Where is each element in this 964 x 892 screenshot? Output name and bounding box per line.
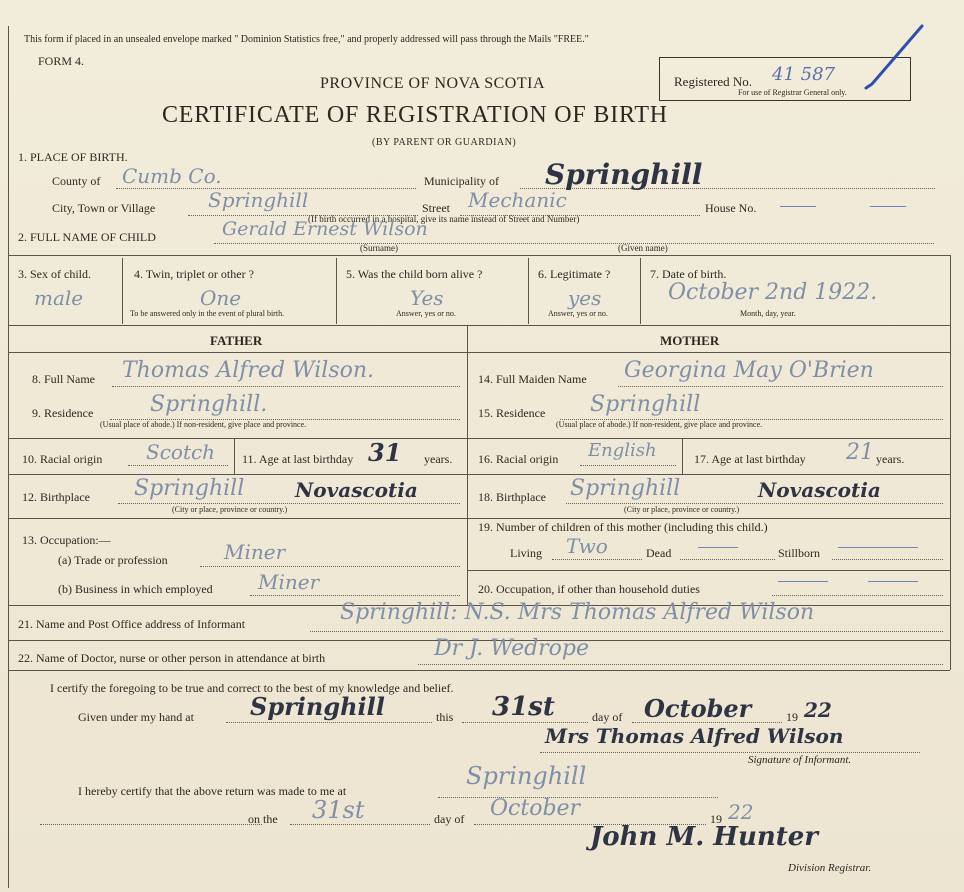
given-year-value: 22 — [804, 698, 832, 722]
twin-value: One — [200, 286, 242, 310]
father-name-label: 8. Full Name — [32, 372, 95, 386]
mother-race-label: 16. Racial origin — [478, 452, 559, 466]
attendant-label: 22. Name of Doctor, nurse or other person in attendance at birth — [18, 651, 326, 665]
house-no-label: House No. — [705, 201, 757, 215]
registrar-year-value: 22 — [728, 800, 754, 824]
registrar-year-prefix: 19 — [710, 812, 722, 826]
sex-value: male — [34, 286, 84, 310]
father-occupation-label: 13. Occupation:— — [22, 533, 111, 547]
twin-note: To be answered only in the event of plural birth. — [130, 309, 285, 318]
municipality-value: Springhill — [545, 158, 703, 191]
registrar-day-of-label: day of — [434, 812, 465, 826]
father-birthplace-note: (City or place, province or country.) — [172, 505, 288, 514]
city-label: City, Town or Village — [52, 201, 156, 215]
given-year-prefix: 19 — [786, 710, 798, 724]
province-heading: PROVINCE OF NOVA SCOTIA — [320, 75, 546, 92]
place-of-birth-label: 1. PLACE OF BIRTH. — [18, 150, 128, 164]
city-value: Springhill — [208, 188, 309, 212]
father-birthplace-label: 12. Birthplace — [22, 490, 90, 504]
mother-name-label: 14. Full Maiden Name — [478, 372, 587, 386]
mother-age-value: 21 — [846, 440, 874, 465]
date-of-birth-label: 7. Date of birth. — [650, 267, 727, 281]
county-value: Cumb Co. — [122, 164, 222, 188]
living-value: Two — [566, 534, 608, 558]
registrar-month-value: October — [490, 796, 581, 821]
legitimate-note: Answer, yes or no. — [548, 309, 608, 318]
registered-note: For use of Registrar General only. — [738, 88, 847, 97]
living-label: Living — [510, 546, 542, 560]
given-place-value: Springhill — [250, 692, 385, 721]
given-month-value: October — [644, 694, 752, 723]
dead-label: Dead — [646, 546, 672, 560]
born-alive-note: Answer, yes or no. — [396, 309, 456, 318]
blue-check-mark — [860, 22, 930, 92]
father-name-value: Thomas Alfred Wilson. — [122, 358, 375, 383]
mother-residence-note: (Usual place of abode.) If non-resident, give place and province. — [556, 420, 763, 429]
left-border — [8, 26, 9, 888]
certificate-title: CERTIFICATE OF REGISTRATION OF BIRTH — [162, 102, 668, 128]
mother-birthplace-note: (City or place, province or country.) — [624, 505, 740, 514]
registered-label: Registered No. — [674, 74, 752, 89]
born-alive-value: Yes — [410, 286, 444, 310]
informant-value: Springhill: N.S. Mrs Thomas Alfred Wilson — [340, 600, 815, 625]
father-trade-label: (a) Trade or profession — [58, 553, 168, 567]
given-day-value: 31st — [492, 692, 555, 722]
certificate-subtitle: (BY PARENT OR GUARDIAN) — [372, 137, 517, 148]
given-label: Given under my hand at — [78, 710, 194, 724]
mother-occupation-label: 20. Occupation, if other than household duties — [478, 582, 700, 596]
stillborn-label: Stillborn — [778, 546, 821, 560]
registrar-statement: I hereby certify that the above return was made to me at — [78, 784, 347, 798]
registrar-day-value: 31st — [312, 796, 365, 824]
father-birthplace-province: Novascotia — [295, 478, 418, 502]
father-header: FATHER — [210, 333, 263, 348]
child-name-label: 2. FULL NAME OF CHILD — [18, 230, 156, 244]
father-business-label: (b) Business in which employed — [58, 582, 213, 596]
registrar-place-value: Springhill — [466, 762, 587, 790]
postal-notice: This form if placed in an unsealed envelope marked " Dominion Statistics free," and properly addressed will pass through the Mails "FREE." — [24, 34, 589, 45]
hospital-note: (If birth occurred in a hospital, give its name instead of Street and Number) — [308, 214, 580, 224]
surname-note: (Surname) — [360, 243, 398, 253]
legitimate-label: 6. Legitimate ? — [538, 267, 611, 281]
informant-signature: Mrs Thomas Alfred Wilson — [545, 724, 844, 748]
given-name-note: (Given name) — [618, 243, 668, 253]
mother-race-value: English — [588, 440, 657, 461]
father-residence-value: Springhill. — [150, 392, 268, 417]
mother-age-years: years. — [876, 452, 905, 466]
twin-label: 4. Twin, triplet or other ? — [134, 267, 254, 281]
sex-label: 3. Sex of child. — [18, 267, 91, 281]
mother-birthplace-label: 18. Birthplace — [478, 490, 546, 504]
father-age-value: 31 — [368, 438, 402, 467]
date-of-birth-value: October 2nd 1922. — [668, 280, 878, 305]
form-number: FORM 4. — [38, 54, 85, 68]
mother-age-label: 17. Age at last birthday — [694, 452, 806, 466]
informant-label: 21. Name and Post Office address of Informant — [18, 617, 246, 631]
this-label: this — [436, 710, 454, 724]
registrar-signature-label: Division Registrar. — [788, 862, 872, 874]
mother-header: MOTHER — [660, 333, 720, 348]
children-count-label: 19. Number of children of this mother (including this child.) — [478, 520, 768, 534]
mother-residence-value: Springhill — [590, 392, 701, 417]
father-age-years: years. — [424, 452, 453, 466]
father-birthplace-value: Springhill — [134, 476, 245, 501]
father-residence-note: (Usual place of abode.) If non-resident, give place and province. — [100, 420, 307, 429]
born-alive-label: 5. Was the child born alive ? — [346, 267, 483, 281]
father-race-label: 10. Racial origin — [22, 452, 103, 466]
mother-birthplace-province: Novascotia — [758, 478, 881, 502]
father-age-label: 11. Age at last birthday — [242, 452, 354, 466]
right-border — [950, 255, 951, 670]
street-value: Mechanic — [468, 188, 567, 212]
registrar-signature: John M. Hunter — [590, 822, 819, 852]
attendant-value: Dr J. Wedrope — [434, 636, 590, 661]
date-of-birth-note: Month, day, year. — [740, 309, 796, 318]
mother-birthplace-value: Springhill — [570, 476, 681, 501]
child-name-value: Gerald Ernest Wilson — [222, 218, 428, 240]
street-label: Street — [422, 201, 450, 215]
mother-residence-label: 15. Residence — [478, 406, 546, 420]
father-residence-label: 9. Residence — [32, 406, 94, 420]
municipality-label: Municipality of — [424, 174, 499, 188]
mother-name-value: Georgina May O'Brien — [624, 358, 874, 383]
father-trade-value: Miner — [224, 540, 286, 564]
certification-statement: I certify the foregoing to be true and correct to the best of my knowledge and belief. — [50, 681, 454, 695]
on-the-label: on the — [248, 812, 278, 826]
county-label: County of — [52, 174, 101, 188]
day-of-label: day of — [592, 710, 623, 724]
informant-signature-label: Signature of Informant. — [748, 754, 852, 766]
registered-number: 41 587 — [772, 64, 835, 85]
father-race-value: Scotch — [146, 440, 216, 464]
legitimate-value: yes — [568, 286, 602, 310]
father-business-value: Miner — [258, 570, 320, 594]
